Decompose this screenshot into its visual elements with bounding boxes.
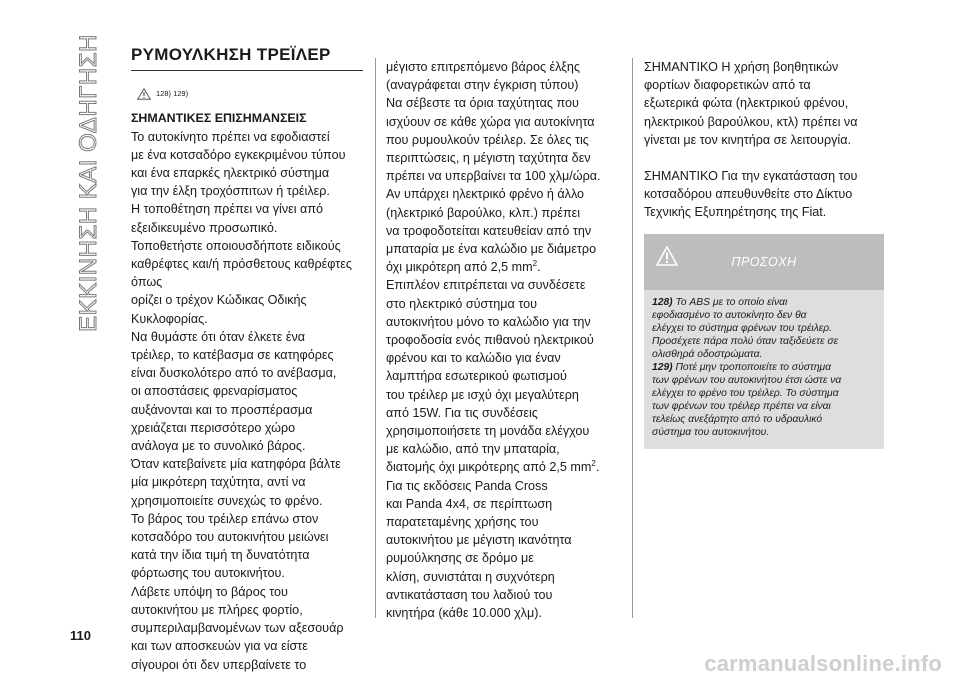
note-number: 128) xyxy=(652,296,673,308)
watermark: carmanualsonline.info xyxy=(704,651,942,676)
note-line: των φρένων του τρέιλερ πρέπει να είναι xyxy=(652,400,831,412)
note-line: σύστημα του αυτοκινήτου. xyxy=(652,426,770,438)
text-line: Τεχνικής Εξυπηρέτησης της Fiat. xyxy=(644,205,827,220)
text-line: πρέπει να υπερβαίνει τα 100 χλμ/ώρα. xyxy=(386,169,601,184)
important-notes-heading: ΣΗΜΑΝΤΙΚΕΣ ΕΠΙΣΗΜΑΝΣΕΙΣ xyxy=(131,111,307,126)
text-line: ΣΗΜΑΝΤΙΚΟ Η χρήση βοηθητικών xyxy=(644,60,839,74)
note-line: 128) Το ABS με το οποίο είναι xyxy=(652,296,788,308)
note-line: ελέγχει το σύστημα φρένων του τρέιλερ. xyxy=(652,322,833,334)
text-line: και των αποσκευών για να είστε xyxy=(131,639,308,654)
text-line: από 15W. Για τις συνδέσεις xyxy=(386,405,538,420)
text-line: Να θυμάστε ότι όταν έλκετε ένα xyxy=(131,329,306,344)
column-1-text xyxy=(131,128,363,674)
text-line: (αναγράφεται στην έγκριση τύπου) xyxy=(386,78,579,93)
text-line: κινητήρα (κάθε 10.000 χλμ). xyxy=(386,606,542,621)
text-line: και Panda 4x4, σε περίπτωση xyxy=(386,496,553,511)
text-line: ισχύουν σε κάθε χώρα για αυτοκίνητα xyxy=(386,114,595,129)
text-line: Τοποθετήστε οποιουσδήποτε ειδικούς xyxy=(131,238,341,253)
column-2-text-c xyxy=(386,276,620,458)
text-line: φρένου και το καλώδιο για έναν xyxy=(386,351,561,366)
text-line: ΣΗΜΑΝΤΙΚΟ Για την εγκατάσταση του xyxy=(644,169,858,184)
text-line: ορίζει ο τρέχον Κώδικας Οδικής xyxy=(131,293,307,308)
text-line: κοτσαδόρο του αυτοκινήτου μειώνει xyxy=(131,530,329,545)
text-line: καθρέφτες και/ή πρόσθετους καθρέφτες όπως xyxy=(131,257,352,290)
text-line: ανάλογα με το συνολικό βάρος. xyxy=(131,439,306,454)
warning-refs: 128) 129) xyxy=(156,89,189,99)
text-line: εξωτερικά φώτα (ηλεκτρικού φρένου, xyxy=(644,96,849,111)
text-line: αυξάνονται και το προσπέρασμα xyxy=(131,402,313,417)
text-line: Επιπλέον επιτρέπεται να συνδέσετε xyxy=(386,278,586,293)
text-line: ηλεκτρικού βαρούλκου, κτλ) πρέπει να xyxy=(644,114,858,129)
section-title: ΡΥΜΟΥΛΚΗΣΗ ΤΡΕΪΛΕΡ xyxy=(131,46,363,71)
note-line: 129) Ποτέ μην τροποποιείτε το σύστημα xyxy=(652,361,832,373)
text-line: μέγιστο επιτρεπόμενο βάρος έλξης xyxy=(386,60,580,74)
caution-title: ΠΡΟΣΟΧΗ xyxy=(731,254,797,269)
warning-triangle-icon xyxy=(656,246,678,266)
column-2-text-a xyxy=(386,58,620,258)
text-line: Λάβετε υπόψη το βάρος του xyxy=(131,584,288,599)
text-line: κοτσαδόρου απευθυνθείτε στο Δίκτυο xyxy=(644,187,853,202)
note-line: των φρένων του αυτοκινήτου έτσι ώστε να xyxy=(652,374,842,386)
text-line: Για τις εκδόσεις Panda Cross xyxy=(386,478,548,493)
text-line: λαμπτήρα εσωτερικού φωτισμού xyxy=(386,369,567,384)
text-line: είναι δυσκολότερο από το ανέβασμα, xyxy=(131,366,337,381)
text-line: του τρέιλερ με ισχύ όχι μεγαλύτερη xyxy=(386,387,579,402)
column-2 xyxy=(386,58,620,622)
text-line: εξειδικευμένο προσωπικό. xyxy=(131,220,278,235)
text-line: αυτοκινήτου με μέγιστη ικανότητα xyxy=(386,533,572,548)
text-line: Όταν κατεβαίνετε μία κατηφόρα βάλτε xyxy=(131,457,341,472)
warning-reference xyxy=(131,85,363,103)
chapter-label: ΕΚΚΙΝΗΣΗ ΚΑΙ ΟΔΗΓΗΣΗ xyxy=(75,34,102,332)
text-line: και ένα επαρκές ηλεκτρικό σύστημα xyxy=(131,166,330,181)
text-line: Το βάρος του τρέιλερ επάνω στον xyxy=(131,511,319,526)
note-number: 129) xyxy=(652,361,673,373)
text-line: για την έλξη τροχόσπιτων ή τρέιλερ. xyxy=(131,184,330,199)
text-line: χρησιμοποιήσετε τη μονάδα ελέγχου xyxy=(386,424,590,439)
note-128 xyxy=(652,296,876,361)
text-line: αυτοκινήτου μόνο το καλώδιο για την xyxy=(386,314,591,329)
chapter-side-tab xyxy=(72,18,106,348)
cable-section-line: διατομής όχι μικρότερης από 2,5 $mm^2$. xyxy=(386,459,600,475)
caution-header xyxy=(644,234,884,290)
column-divider xyxy=(632,58,633,618)
text-line: ρυμούλκησης σε δρόμο με xyxy=(386,551,534,566)
text-line: γίνεται με τον κινητήρα σε λειτουργία. xyxy=(644,132,851,147)
text-line: Κυκλοφορίας. xyxy=(131,311,208,326)
page-number: 110 xyxy=(70,628,91,643)
caution-body xyxy=(644,290,884,449)
important-paragraph-1 xyxy=(644,58,884,149)
note-line: εφοδιασμένο το αυτοκίνητο δεν θα xyxy=(652,309,807,321)
text-line: κατά την ίδια τιμή τη δυνατότητα xyxy=(131,548,310,563)
column-2-text-e xyxy=(386,477,620,623)
text-line: συμπεριλαμβανομένων των αξεσουάρ xyxy=(131,621,344,636)
note-line: τελείως ανεξάρτητο από το υδραυλικό xyxy=(652,413,823,425)
text-line: Αν υπάρχει ηλεκτρικό φρένο ή άλλο xyxy=(386,187,585,202)
text-line: χρησιμοποιείτε συνεχώς το φρένο. xyxy=(131,493,323,508)
text-line: σίγουροι ότι δεν υπερβαίνετε το xyxy=(131,657,307,672)
text-line: μπαταρία με ένα καλώδιο με διάμετρο xyxy=(386,242,597,257)
text-line: χρειάζεται περισσότερο χώρο xyxy=(131,420,296,435)
text-line: τρέιλερ, το κατέβασμα σε κατηφόρες xyxy=(131,348,334,363)
text-line: αντικατάσταση του λαδιού του xyxy=(386,587,553,602)
text-line: αυτοκινήτου με πλήρες φορτίο, xyxy=(131,602,303,617)
note-line: ολισθηρά οδοστρώματα. xyxy=(652,348,763,360)
text-line: στο ηλεκτρικό σύστημα του xyxy=(386,296,538,311)
text-line: φορτίων διαφορετικών από τα xyxy=(644,78,811,93)
text-line: φόρτωσης του αυτοκινήτου. xyxy=(131,566,285,581)
warning-triangle-icon xyxy=(137,88,151,100)
text-line: να τροφοδοτείται κατευθείαν από την xyxy=(386,223,592,238)
important-paragraph-2 xyxy=(644,167,884,222)
text-line: κλίση, συνιστάται η συχνότερη xyxy=(386,569,555,584)
note-129 xyxy=(652,361,876,439)
text-line: Το αυτοκίνητο πρέπει να εφοδιαστεί xyxy=(131,129,330,144)
text-line: τροφοδοσία ενός πιθανού ηλεκτρικού xyxy=(386,333,594,348)
column-divider xyxy=(375,58,376,618)
text-line: μία μικρότερη ταχύτητα, αντί να xyxy=(131,475,306,490)
text-line: οι αποστάσεις φρεναρίσματος xyxy=(131,384,298,399)
note-line: ελέγχει το φρένο του τρέιλερ. Το σύστημα xyxy=(652,387,839,399)
text-line: Να σέβεστε τα όρια ταχύτητας που xyxy=(386,96,579,111)
text-line: περιπτώσεις, η μέγιστη ταχύτητα δεν xyxy=(386,151,591,166)
text-line: παρατεταμένης χρήσης του xyxy=(386,515,539,530)
column-1 xyxy=(131,46,363,674)
text-line: με ένα κοτσαδόρο εγκεκριμένου τύπου xyxy=(131,147,346,162)
note-line: Προσέχετε πάρα πολύ όταν ταξιδεύετε σε xyxy=(652,335,839,347)
caution-box xyxy=(644,234,884,449)
cable-diameter-line: όχι μικρότερη από 2,5 $mm^2$. xyxy=(386,259,541,275)
text-line: με καλώδιο, από την μπαταρία, xyxy=(386,442,560,457)
text-line: Η τοποθέτηση πρέπει να γίνει από xyxy=(131,202,324,217)
text-line: που ρυμουλκούν τρέιλερ. Σε όλες τις xyxy=(386,132,589,147)
column-3 xyxy=(644,58,884,449)
text-line: (ηλεκτρικό βαρούλκο, κλπ.) πρέπει xyxy=(386,205,581,220)
